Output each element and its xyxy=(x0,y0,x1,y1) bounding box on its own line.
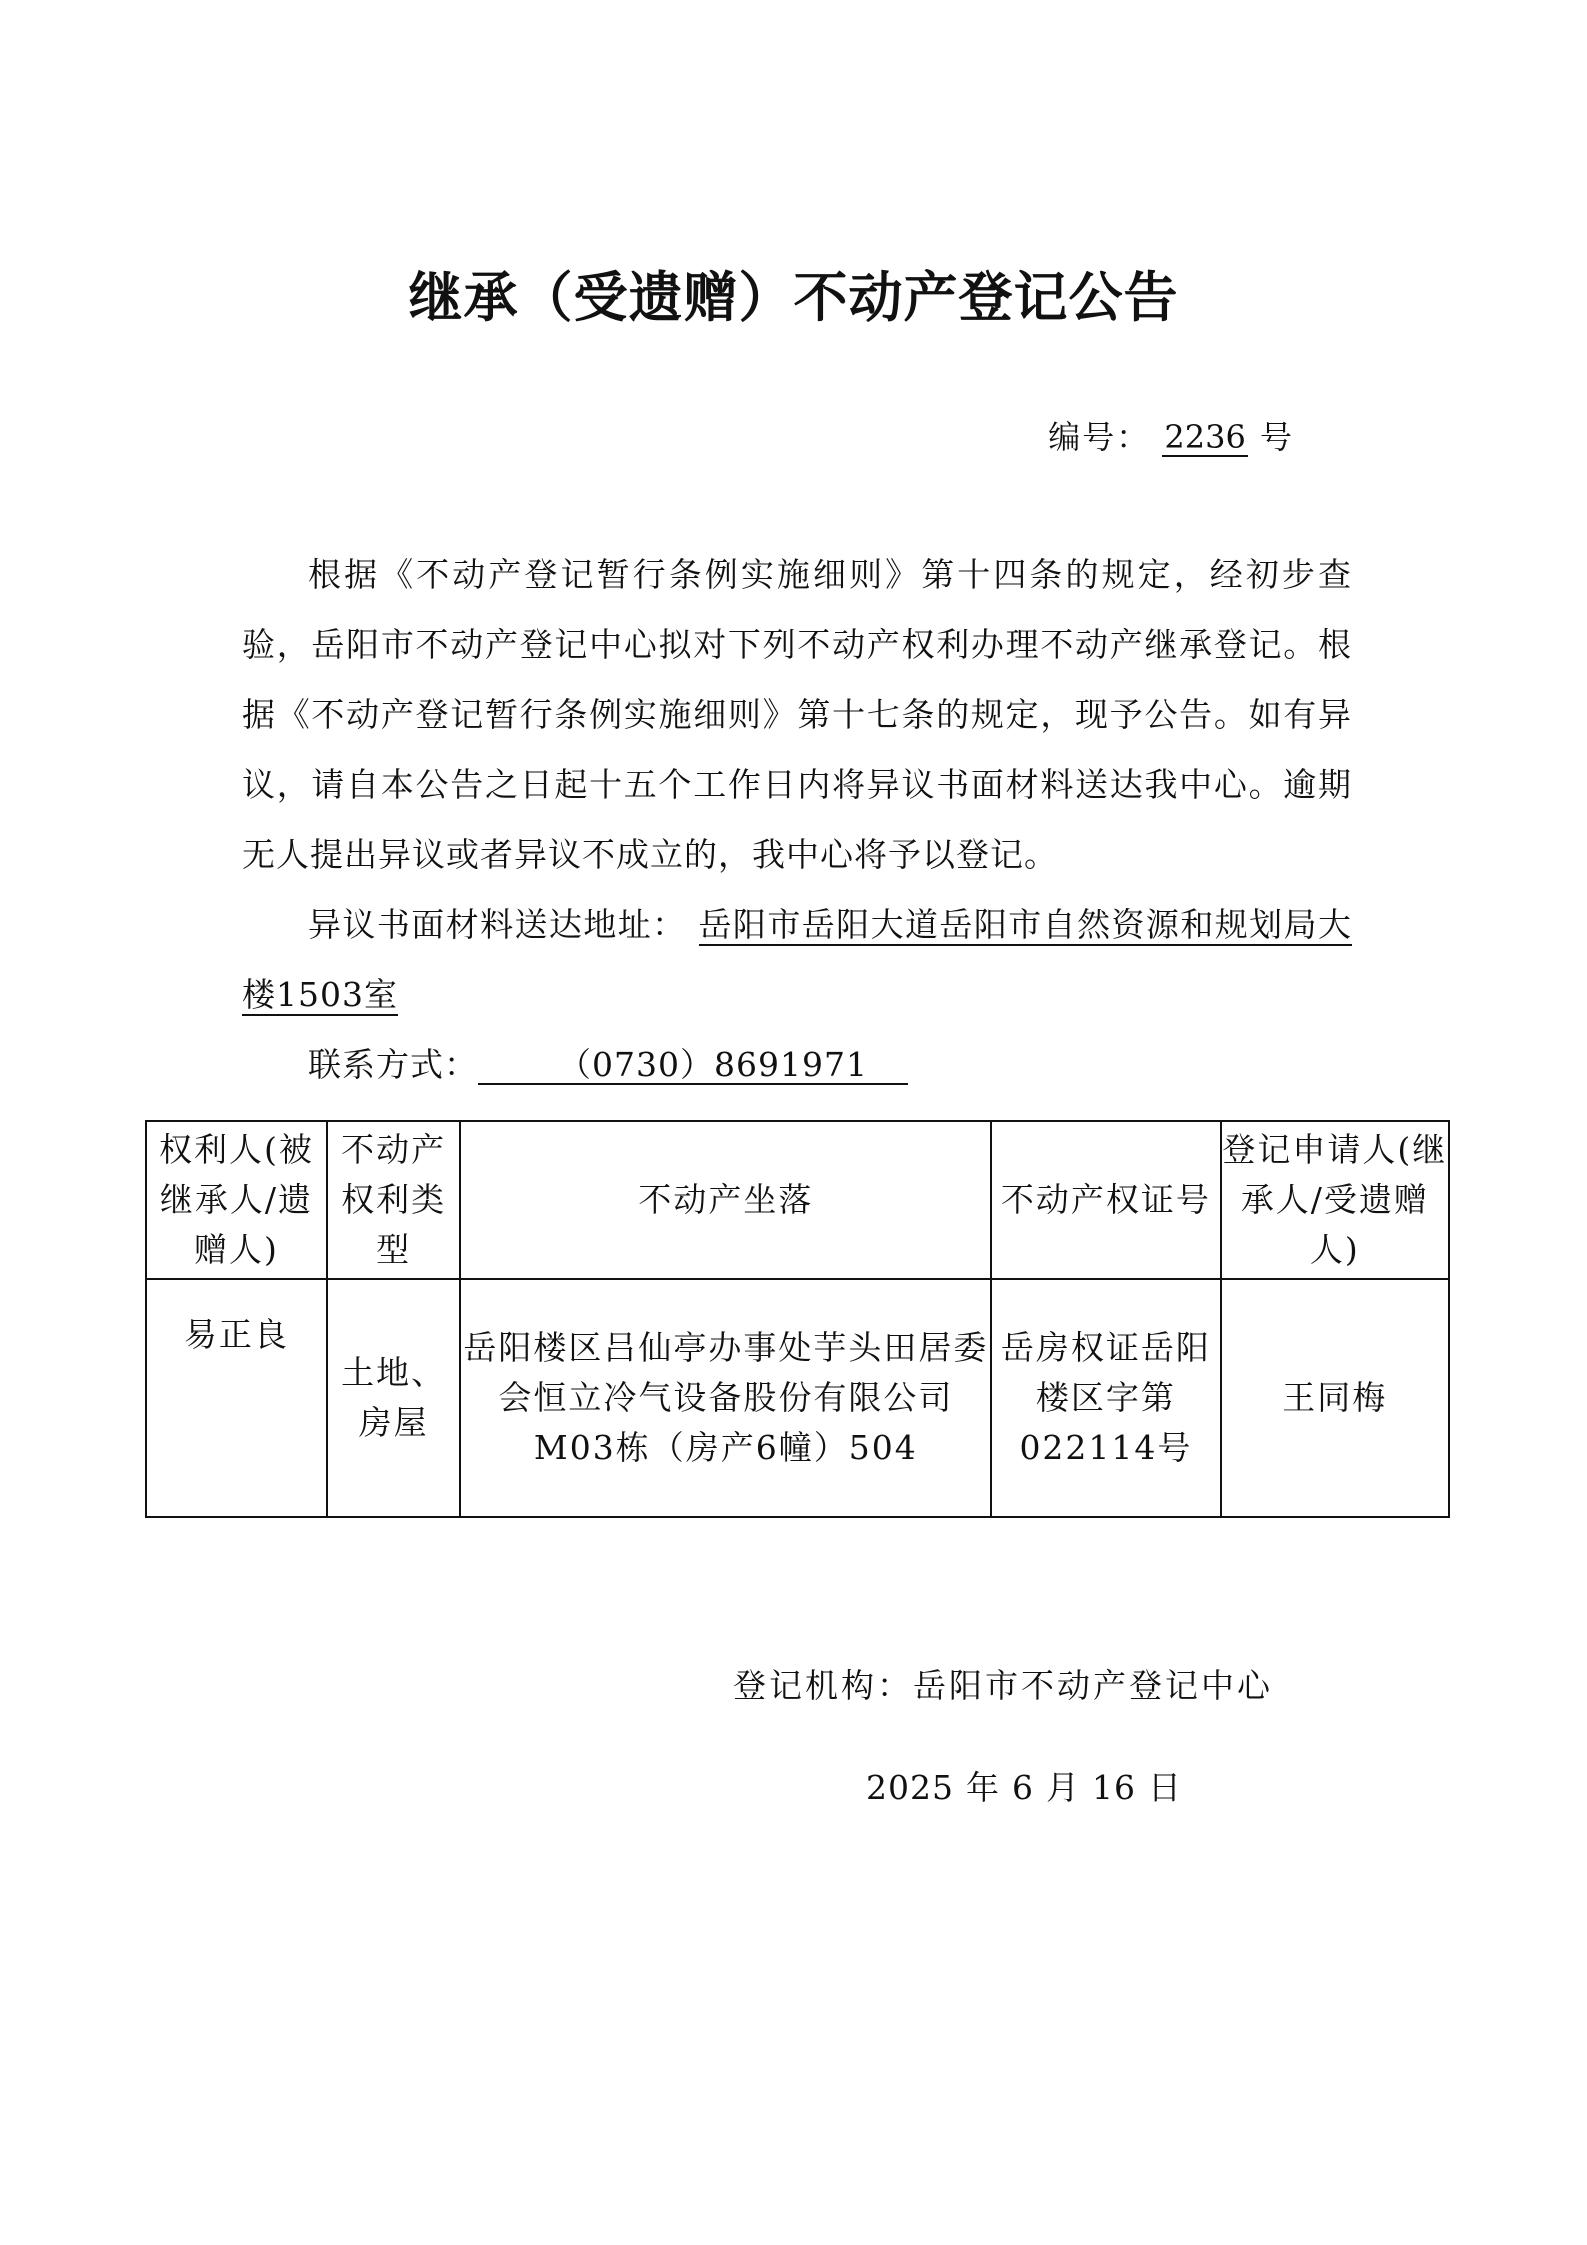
org-value: 岳阳市不动产登记中心 xyxy=(913,1666,1273,1705)
header-applicant: 登记申请人(继承人/受遗赠人) xyxy=(1221,1121,1449,1279)
contact-paragraph xyxy=(242,1030,1352,1100)
date-month: 6 xyxy=(1011,1768,1034,1807)
cell-applicant: 王同梅 xyxy=(1221,1279,1449,1517)
contact-label: 联系方式： xyxy=(308,1045,478,1084)
registration-table xyxy=(145,1120,1450,1518)
document-title: 继承（受遗赠）不动产登记公告 xyxy=(408,266,1179,329)
address-paragraph xyxy=(242,890,1352,1030)
contact-value: （0730）8691971 xyxy=(478,1047,908,1085)
org-label: 登记机构： xyxy=(733,1666,913,1705)
document-number xyxy=(1048,412,1294,458)
table-row xyxy=(146,1279,1449,1517)
date-day: 16 xyxy=(1091,1768,1136,1807)
header-holder: 权利人(被继承人/遗赠人) xyxy=(146,1121,327,1279)
address-value: 岳阳市岳阳大道岳阳市自然资源和规划局大楼1503室 xyxy=(242,905,1353,1014)
address-label: 异议书面材料送达地址： xyxy=(308,905,687,944)
date-month-unit: 月 xyxy=(1045,1768,1080,1807)
number-suffix: 号 xyxy=(1259,418,1294,456)
table-header-row xyxy=(146,1121,1449,1279)
header-right-type: 不动产权利类型 xyxy=(327,1121,460,1279)
cell-right-type: 土地、房屋 xyxy=(327,1279,460,1517)
cell-cert-no: 岳房权证岳阳楼区字第022114号 xyxy=(991,1279,1220,1517)
date-year-unit: 年 xyxy=(965,1768,1000,1807)
header-cert-no: 不动产权证号 xyxy=(991,1121,1220,1279)
registration-org xyxy=(733,1660,1273,1707)
notice-date xyxy=(860,1762,1188,1809)
notice-body xyxy=(242,540,1352,1100)
number-label: 编号： xyxy=(1048,418,1151,456)
cell-holder: 易正良 xyxy=(146,1279,327,1517)
notice-paragraph: 根据《不动产登记暂行条例实施细则》第十四条的规定，经初步查验，岳阳市不动产登记中心拟对下列不动产权利办理不动产继承登记。根据《不动产登记暂行条例实施细则》第十七条的规定，现予公告。如有异议，请自本公告之日起十五个工作日内将异议书面材料送达我中心。逾期无人提出异议或者异议不成立的，我中心将予以登记。 xyxy=(242,555,1352,874)
cell-location: 岳阳楼区吕仙亭办事处芋头田居委会恒立冷气设备股份有限公司M03栋（房产6幢）504 xyxy=(460,1279,991,1517)
number-value: 2236 xyxy=(1164,418,1246,456)
date-day-unit: 日 xyxy=(1147,1768,1182,1807)
header-location: 不动产坐落 xyxy=(460,1121,991,1279)
date-year: 2025 xyxy=(866,1768,954,1807)
